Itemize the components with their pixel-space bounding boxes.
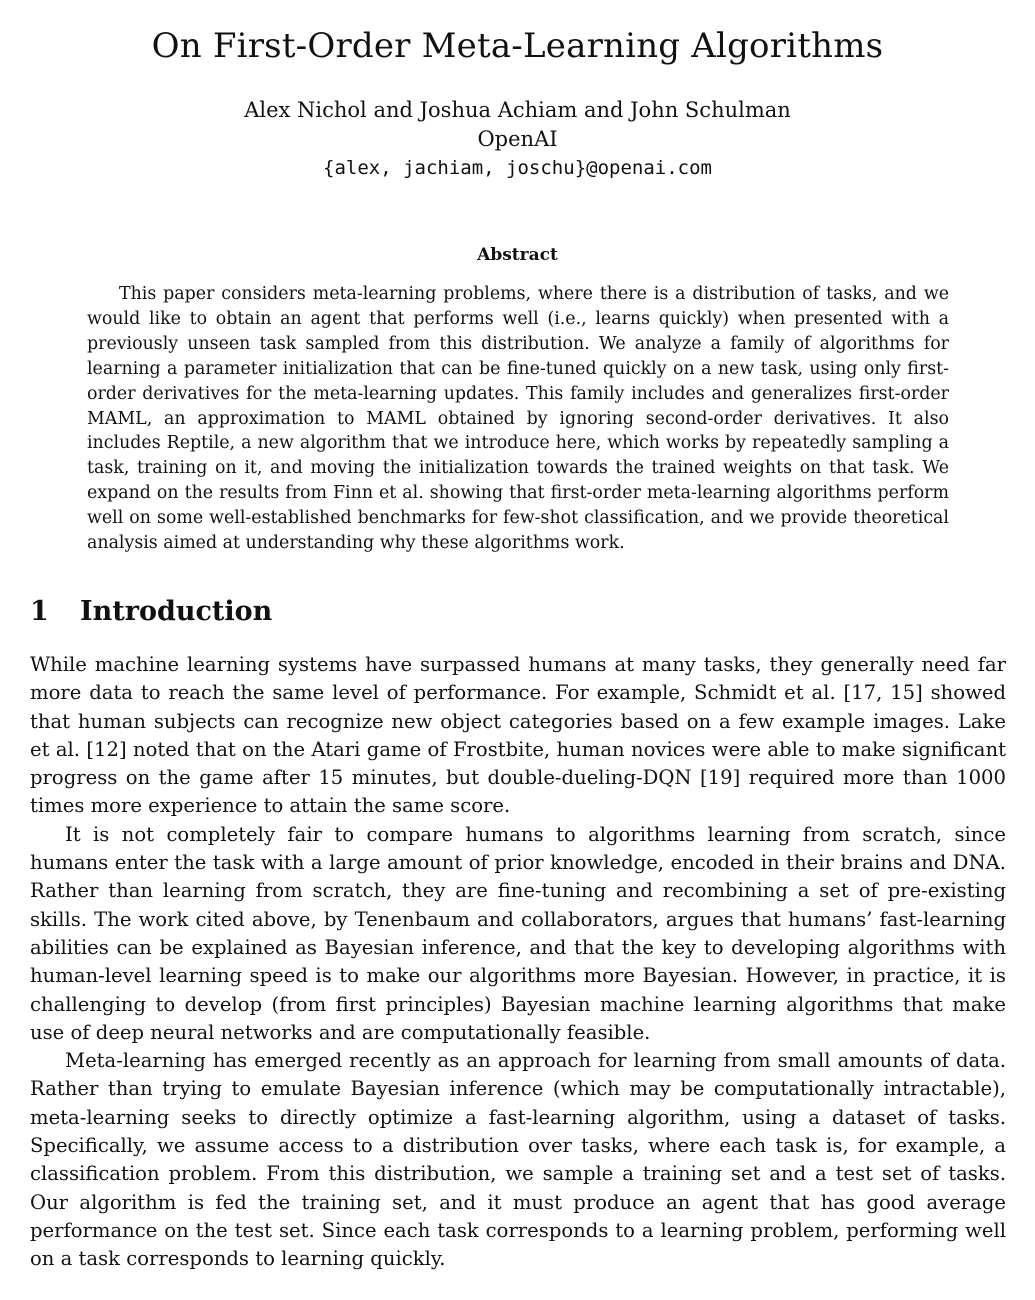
abstract-text: This paper considers meta-learning problems, where there is a distribution of tasks, and we would like to obtain an agent that performs well (i.e., learns quickly) when presented with a previously unseen task sampled from this distribution. We analyze a family of algorithms for learning a parameter initialization that can be fine-tuned quickly on a new task, using only first-order derivatives for the meta-learning updates. This family includes and generalizes first-order MAML, an approximation to MAML obtained by ignoring second-order derivatives. It also includes Reptile, a new algorithm that we introduce here, which works by repeatedly sampling a task, training on it, and moving the initialization towards the trained weights on that task. We expand on the results from Finn et al. showing that first-order meta-learning algorithms perform well on some well-established benchmarks for few-shot classification, and we provide theoretical analysis aimed at understanding why these algorithms work. <box>87 284 949 554</box>
abstract-heading: Abstract <box>477 245 558 265</box>
author-email: {alex, jachiam, joschu}@openai.com <box>323 157 712 179</box>
section-number: 1 <box>30 596 49 627</box>
author-affiliation: OpenAI <box>477 127 558 151</box>
paper-title: On First-Order Meta-Learning Algorithms <box>151 26 884 66</box>
author-block <box>0 96 1035 183</box>
author-names: Alex Nichol and Joshua Achiam and John Schulman <box>244 98 791 122</box>
section-body <box>30 651 1006 1274</box>
body-paragraph: Meta-learning has emerged recently as an approach for learning from small amounts of data. Rather than trying to emulate Bayesian inference (which may be computationally intractable), meta-learning seeks to directly optimize a fast-learning algorithm, using a dataset of tasks. Specifically, we assume access to a distribution over tasks, where each task is, for example, a classification problem. From this distribution, we sample a training set and a test set of tasks. Our algorithm is fed the training set, and it must produce an agent that has good average performance on the test set. Since each task corresponds to a learning problem, performing well on a task corresponds to learning quickly. <box>30 1049 1006 1271</box>
section-title: Introduction <box>80 596 273 627</box>
body-paragraph: While machine learning systems have surpassed humans at many tasks, they generally need far more data to reach the same level of performance. For example, Schmidt et al. [17, 15] showed that human subjects can recognize new object categories based on a few example images. Lake et al. [12] noted that on the Atari game of Frostbite, human novices were able to make significant progress on the game after 15 minutes, but double-dueling-DQN [19] required more than 1000 times more experience to attain the same score. <box>30 653 1006 818</box>
body-paragraph: It is not completely fair to compare humans to algorithms learning from scratch, since humans enter the task with a large amount of prior knowledge, encoded in their brains and DNA. Rather than learning from scratch, they are fine-tuning and recombining a set of pre-existing skills. The work cited above, by Tenenbaum and collaborators, argues that humans’ fast-learning abilities can be explained as Bayesian inference, and that the key to developing algorithms with human-level learning speed is to make our algorithms more Bayesian. However, in practice, it is challenging to develop (from first principles) Bayesian machine learning algorithms that make use of deep neural networks and are computationally feasible. <box>30 822 1006 1044</box>
section-heading <box>30 594 272 630</box>
